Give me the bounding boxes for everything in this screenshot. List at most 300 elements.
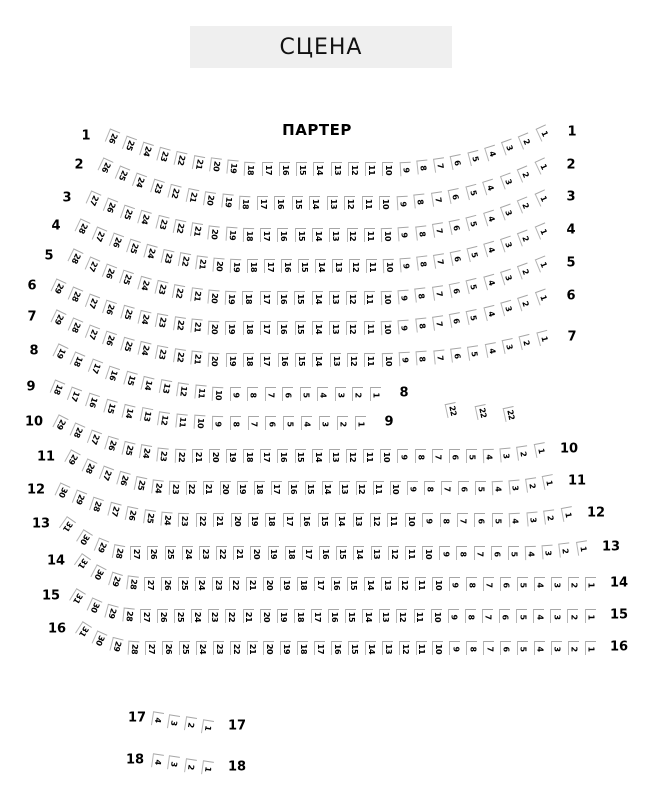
seat[interactable] bbox=[415, 318, 427, 333]
seat[interactable] bbox=[365, 641, 376, 655]
seat[interactable] bbox=[449, 282, 462, 298]
seat[interactable] bbox=[483, 305, 497, 321]
seat[interactable] bbox=[413, 194, 425, 209]
seat[interactable] bbox=[365, 162, 376, 176]
seat[interactable] bbox=[484, 342, 497, 358]
seat[interactable] bbox=[67, 286, 83, 303]
seat[interactable] bbox=[172, 284, 185, 300]
seat[interactable] bbox=[137, 310, 151, 326]
seat[interactable] bbox=[441, 481, 452, 495]
seat[interactable] bbox=[260, 228, 271, 242]
seat[interactable] bbox=[466, 641, 477, 655]
seat[interactable] bbox=[67, 248, 83, 265]
seat[interactable] bbox=[534, 577, 545, 591]
seat[interactable] bbox=[466, 215, 480, 231]
seat[interactable] bbox=[550, 609, 561, 623]
seat[interactable] bbox=[346, 449, 357, 463]
seat[interactable] bbox=[94, 538, 109, 555]
seat[interactable] bbox=[362, 196, 373, 210]
seat[interactable] bbox=[362, 609, 373, 623]
seat[interactable] bbox=[282, 387, 293, 401]
seat[interactable] bbox=[585, 577, 596, 591]
seat[interactable] bbox=[309, 196, 320, 210]
seat[interactable] bbox=[329, 321, 340, 335]
seat[interactable] bbox=[195, 577, 206, 591]
seat[interactable] bbox=[98, 465, 113, 482]
seat[interactable] bbox=[294, 609, 305, 623]
seat[interactable] bbox=[104, 128, 120, 145]
seat[interactable] bbox=[534, 157, 550, 174]
seat[interactable] bbox=[195, 255, 208, 270]
seat[interactable] bbox=[85, 393, 100, 410]
seat[interactable] bbox=[534, 641, 545, 655]
seat[interactable] bbox=[157, 147, 171, 163]
seat[interactable] bbox=[123, 371, 137, 388]
seat[interactable] bbox=[585, 609, 596, 623]
seat[interactable] bbox=[91, 226, 107, 243]
seat[interactable] bbox=[176, 383, 189, 398]
seat[interactable] bbox=[226, 353, 237, 367]
seat[interactable] bbox=[448, 188, 462, 204]
seat[interactable] bbox=[89, 496, 104, 513]
seat[interactable] bbox=[313, 162, 324, 176]
seat[interactable] bbox=[212, 257, 224, 272]
seat[interactable] bbox=[143, 509, 156, 524]
seat[interactable] bbox=[280, 641, 291, 655]
seat[interactable] bbox=[305, 481, 316, 495]
seat[interactable] bbox=[174, 151, 188, 167]
seat[interactable] bbox=[213, 513, 224, 527]
seat[interactable] bbox=[500, 268, 515, 285]
seat[interactable] bbox=[448, 609, 459, 623]
seat[interactable] bbox=[370, 387, 381, 401]
seat[interactable] bbox=[190, 287, 203, 302]
seat[interactable] bbox=[432, 577, 443, 591]
seat[interactable] bbox=[517, 197, 532, 214]
seat[interactable] bbox=[260, 609, 271, 623]
seat[interactable] bbox=[381, 228, 392, 242]
seat[interactable] bbox=[168, 481, 180, 495]
seat[interactable] bbox=[139, 407, 152, 423]
seat[interactable] bbox=[534, 222, 550, 239]
seat[interactable] bbox=[440, 513, 451, 527]
seat[interactable] bbox=[414, 609, 425, 623]
seat[interactable] bbox=[194, 415, 206, 430]
seat[interactable] bbox=[348, 162, 359, 176]
seat[interactable] bbox=[415, 449, 426, 463]
seat[interactable] bbox=[380, 449, 391, 463]
seat[interactable] bbox=[174, 609, 185, 623]
seat[interactable] bbox=[288, 481, 299, 495]
seat[interactable] bbox=[457, 513, 468, 527]
seat[interactable] bbox=[248, 416, 259, 430]
seat[interactable] bbox=[150, 711, 163, 727]
seat[interactable] bbox=[292, 196, 303, 210]
seat[interactable] bbox=[432, 285, 445, 301]
seat[interactable] bbox=[381, 353, 392, 367]
seat[interactable] bbox=[200, 719, 213, 735]
seat[interactable] bbox=[116, 471, 130, 488]
seat[interactable] bbox=[312, 291, 323, 305]
seat[interactable] bbox=[331, 641, 342, 655]
seat[interactable] bbox=[86, 597, 102, 614]
seat[interactable] bbox=[466, 309, 480, 325]
seat[interactable] bbox=[225, 291, 237, 305]
seat[interactable] bbox=[349, 259, 360, 273]
seat[interactable] bbox=[416, 641, 427, 655]
seat[interactable] bbox=[203, 191, 216, 207]
seat[interactable] bbox=[347, 353, 358, 367]
seat[interactable] bbox=[125, 506, 139, 522]
seat[interactable] bbox=[329, 291, 340, 305]
seat[interactable] bbox=[244, 161, 256, 175]
seat[interactable] bbox=[381, 320, 393, 334]
seat[interactable] bbox=[517, 165, 533, 182]
seat[interactable] bbox=[212, 386, 224, 400]
seat[interactable] bbox=[542, 545, 554, 560]
seat[interactable] bbox=[400, 257, 412, 272]
seat[interactable] bbox=[226, 449, 237, 463]
seat[interactable] bbox=[508, 479, 520, 494]
seat[interactable] bbox=[64, 449, 80, 467]
seat[interactable] bbox=[484, 145, 499, 162]
seat[interactable] bbox=[518, 132, 534, 149]
seat[interactable] bbox=[297, 641, 308, 655]
seat[interactable] bbox=[465, 609, 476, 623]
seat[interactable] bbox=[73, 553, 90, 571]
seat[interactable] bbox=[560, 506, 573, 522]
seat[interactable] bbox=[465, 183, 479, 199]
seat[interactable] bbox=[230, 416, 241, 430]
seat[interactable] bbox=[347, 577, 358, 591]
seat[interactable] bbox=[339, 481, 350, 495]
seat[interactable] bbox=[130, 546, 141, 560]
seat[interactable] bbox=[433, 157, 446, 173]
seat[interactable] bbox=[295, 449, 306, 463]
seat[interactable] bbox=[265, 416, 276, 430]
seat[interactable] bbox=[525, 477, 538, 492]
seat[interactable] bbox=[233, 546, 244, 560]
seat[interactable] bbox=[67, 387, 82, 404]
seat[interactable] bbox=[230, 259, 241, 273]
seat[interactable] bbox=[227, 160, 239, 175]
seat[interactable] bbox=[209, 158, 222, 173]
seat[interactable] bbox=[105, 365, 120, 382]
seat[interactable] bbox=[138, 341, 152, 357]
seat[interactable] bbox=[208, 320, 220, 335]
seat[interactable] bbox=[466, 278, 480, 294]
seat[interactable] bbox=[399, 352, 411, 366]
seat[interactable] bbox=[283, 513, 294, 527]
seat[interactable] bbox=[69, 423, 85, 440]
seat[interactable] bbox=[194, 385, 206, 400]
seat[interactable] bbox=[277, 449, 288, 463]
seat[interactable] bbox=[311, 609, 322, 623]
seat[interactable] bbox=[482, 609, 493, 623]
seat[interactable] bbox=[91, 564, 107, 581]
seat[interactable] bbox=[199, 546, 210, 560]
seat[interactable] bbox=[122, 608, 134, 623]
seat[interactable] bbox=[67, 317, 83, 334]
seat[interactable] bbox=[239, 195, 251, 210]
seat[interactable] bbox=[422, 546, 433, 560]
seat[interactable] bbox=[483, 274, 497, 290]
seat[interactable] bbox=[568, 577, 579, 591]
seat[interactable] bbox=[155, 313, 168, 329]
seat[interactable] bbox=[364, 577, 375, 591]
seat[interactable] bbox=[415, 225, 428, 240]
seat[interactable] bbox=[212, 577, 223, 591]
seat[interactable] bbox=[157, 609, 168, 623]
seat[interactable] bbox=[387, 513, 398, 527]
seat[interactable] bbox=[280, 577, 291, 591]
seat[interactable] bbox=[242, 291, 253, 305]
seat[interactable] bbox=[300, 513, 311, 527]
seat[interactable] bbox=[314, 641, 325, 655]
seat[interactable] bbox=[483, 641, 494, 655]
special-seat[interactable] bbox=[502, 406, 516, 422]
seat[interactable] bbox=[353, 513, 364, 527]
seat[interactable] bbox=[208, 352, 220, 367]
seat[interactable] bbox=[121, 403, 135, 419]
seat[interactable] bbox=[173, 348, 186, 363]
seat[interactable] bbox=[196, 641, 207, 655]
seat[interactable] bbox=[75, 621, 92, 639]
seat[interactable] bbox=[52, 343, 68, 360]
seat[interactable] bbox=[72, 490, 87, 507]
seat[interactable] bbox=[108, 233, 123, 250]
seat[interactable] bbox=[416, 351, 428, 366]
seat[interactable] bbox=[416, 160, 428, 175]
seat[interactable] bbox=[347, 228, 358, 242]
seat[interactable] bbox=[176, 413, 188, 428]
seat[interactable] bbox=[50, 309, 66, 326]
seat[interactable] bbox=[213, 641, 224, 655]
seat[interactable] bbox=[262, 162, 273, 176]
seat[interactable] bbox=[388, 546, 399, 560]
seat[interactable] bbox=[52, 414, 68, 431]
seat[interactable] bbox=[449, 219, 463, 235]
seat[interactable] bbox=[297, 577, 308, 591]
seat[interactable] bbox=[87, 430, 102, 447]
seat[interactable] bbox=[295, 228, 306, 242]
seat[interactable] bbox=[500, 641, 511, 655]
seat[interactable] bbox=[220, 481, 231, 495]
seat[interactable] bbox=[190, 351, 202, 366]
seat[interactable] bbox=[192, 155, 205, 171]
seat[interactable] bbox=[182, 546, 193, 560]
seat[interactable] bbox=[155, 345, 168, 361]
seat[interactable] bbox=[474, 513, 485, 527]
seat[interactable] bbox=[296, 162, 307, 176]
seat[interactable] bbox=[432, 449, 443, 463]
seat[interactable] bbox=[551, 577, 562, 591]
seat[interactable] bbox=[58, 516, 75, 534]
seat[interactable] bbox=[466, 577, 477, 591]
seat[interactable] bbox=[312, 449, 323, 463]
seat[interactable] bbox=[225, 609, 236, 623]
seat[interactable] bbox=[322, 481, 333, 495]
seat[interactable] bbox=[373, 481, 384, 495]
seat[interactable] bbox=[285, 546, 296, 560]
seat[interactable] bbox=[398, 319, 410, 334]
seat[interactable] bbox=[207, 289, 219, 304]
seat[interactable] bbox=[383, 259, 394, 273]
seat[interactable] bbox=[139, 141, 154, 158]
seat[interactable] bbox=[112, 544, 125, 560]
seat[interactable] bbox=[314, 577, 325, 591]
seat[interactable] bbox=[318, 513, 329, 527]
seat[interactable] bbox=[405, 546, 416, 560]
seat[interactable] bbox=[268, 546, 279, 560]
seat[interactable] bbox=[184, 717, 197, 733]
seat[interactable] bbox=[257, 196, 268, 210]
seat[interactable] bbox=[186, 481, 197, 495]
seat[interactable] bbox=[346, 321, 357, 335]
seat[interactable] bbox=[139, 444, 152, 460]
seat[interactable] bbox=[243, 228, 254, 242]
seat[interactable] bbox=[140, 609, 151, 623]
seat[interactable] bbox=[263, 577, 274, 591]
seat[interactable] bbox=[208, 225, 220, 240]
seat[interactable] bbox=[279, 162, 290, 176]
seat[interactable] bbox=[76, 529, 93, 547]
seat[interactable] bbox=[231, 513, 242, 527]
seat[interactable] bbox=[221, 194, 233, 209]
seat[interactable] bbox=[178, 577, 189, 591]
seat[interactable] bbox=[352, 387, 363, 401]
seat[interactable] bbox=[534, 189, 550, 206]
seat[interactable] bbox=[543, 509, 556, 524]
seat[interactable] bbox=[501, 139, 516, 156]
seat[interactable] bbox=[335, 513, 346, 527]
seat[interactable] bbox=[277, 228, 288, 242]
seat[interactable] bbox=[575, 540, 588, 556]
seat[interactable] bbox=[516, 445, 529, 460]
seat[interactable] bbox=[317, 387, 328, 401]
seat[interactable] bbox=[281, 259, 292, 273]
seat[interactable] bbox=[363, 449, 374, 463]
seat[interactable] bbox=[439, 546, 450, 560]
seat[interactable] bbox=[319, 416, 330, 430]
seat[interactable] bbox=[264, 259, 275, 273]
seat[interactable] bbox=[122, 135, 137, 152]
seat[interactable] bbox=[450, 250, 464, 266]
seat[interactable] bbox=[381, 577, 392, 591]
seat[interactable] bbox=[330, 353, 341, 367]
seat[interactable] bbox=[519, 334, 533, 350]
seat[interactable] bbox=[364, 321, 375, 335]
seat[interactable] bbox=[167, 714, 180, 730]
seat[interactable] bbox=[277, 609, 288, 623]
seat[interactable] bbox=[230, 387, 241, 401]
seat[interactable] bbox=[500, 300, 514, 316]
seat[interactable] bbox=[337, 416, 348, 430]
seat[interactable] bbox=[534, 255, 549, 272]
seat[interactable] bbox=[103, 399, 117, 415]
seat[interactable] bbox=[344, 196, 355, 210]
seat[interactable] bbox=[379, 196, 390, 210]
seat[interactable] bbox=[157, 447, 169, 462]
seat[interactable] bbox=[143, 244, 157, 260]
seat[interactable] bbox=[424, 481, 435, 495]
seat[interactable] bbox=[466, 449, 477, 463]
seat[interactable] bbox=[390, 481, 401, 495]
seat[interactable] bbox=[467, 150, 481, 166]
seat[interactable] bbox=[174, 449, 186, 463]
seat[interactable] bbox=[110, 637, 124, 653]
seat[interactable] bbox=[74, 218, 90, 235]
seat[interactable] bbox=[331, 162, 342, 176]
seat[interactable] bbox=[449, 641, 460, 655]
seat[interactable] bbox=[298, 259, 309, 273]
seat[interactable] bbox=[165, 546, 176, 560]
seat[interactable] bbox=[500, 577, 511, 591]
seat[interactable] bbox=[416, 256, 429, 271]
seat[interactable] bbox=[585, 641, 596, 655]
seat[interactable] bbox=[263, 641, 274, 655]
seat[interactable] bbox=[415, 288, 428, 303]
seat[interactable] bbox=[458, 481, 469, 495]
seat[interactable] bbox=[243, 353, 254, 367]
special-seat[interactable] bbox=[474, 404, 488, 420]
seat[interactable] bbox=[517, 229, 532, 246]
seat[interactable] bbox=[355, 416, 366, 430]
seat[interactable] bbox=[456, 546, 467, 560]
seat[interactable] bbox=[399, 161, 411, 176]
seat[interactable] bbox=[120, 336, 134, 353]
seat[interactable] bbox=[483, 577, 494, 591]
seat[interactable] bbox=[151, 479, 164, 494]
seat[interactable] bbox=[84, 256, 100, 273]
seat[interactable] bbox=[450, 154, 464, 170]
seat[interactable] bbox=[208, 609, 219, 623]
seat[interactable] bbox=[536, 330, 550, 346]
seat[interactable] bbox=[160, 512, 172, 527]
seat[interactable] bbox=[92, 631, 108, 648]
seat[interactable] bbox=[467, 246, 481, 262]
seat[interactable] bbox=[346, 291, 357, 305]
seat[interactable] bbox=[301, 416, 312, 430]
seat[interactable] bbox=[396, 609, 407, 623]
seat[interactable] bbox=[370, 513, 381, 527]
seat[interactable] bbox=[450, 347, 463, 362]
seat[interactable] bbox=[295, 321, 306, 335]
seat[interactable] bbox=[265, 387, 276, 401]
seat[interactable] bbox=[120, 305, 134, 321]
seat[interactable] bbox=[212, 416, 223, 430]
seat[interactable] bbox=[499, 609, 510, 623]
seat[interactable] bbox=[475, 481, 486, 495]
seat[interactable] bbox=[248, 513, 259, 527]
seat[interactable] bbox=[567, 609, 578, 623]
seat[interactable] bbox=[484, 241, 498, 258]
seat[interactable] bbox=[155, 215, 169, 231]
seat[interactable] bbox=[126, 239, 141, 256]
seat[interactable] bbox=[247, 641, 258, 655]
seat[interactable] bbox=[243, 449, 254, 463]
seat[interactable] bbox=[327, 196, 338, 210]
seat[interactable] bbox=[312, 228, 323, 242]
seat[interactable] bbox=[69, 588, 86, 606]
seat[interactable] bbox=[379, 609, 390, 623]
seat[interactable] bbox=[260, 321, 271, 335]
seat[interactable] bbox=[449, 312, 462, 328]
seat[interactable] bbox=[517, 641, 528, 655]
seat[interactable] bbox=[133, 476, 147, 492]
seat[interactable] bbox=[147, 546, 158, 560]
seat[interactable] bbox=[295, 353, 306, 367]
